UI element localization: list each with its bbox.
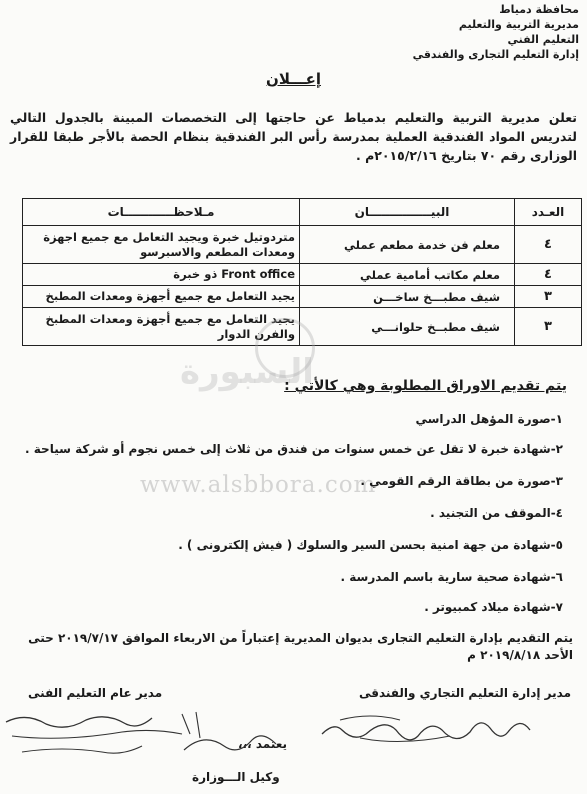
general-director-title: مدير عام التعليم الفنى bbox=[28, 686, 163, 700]
requirement-item: ٤-الموقف من التجنيد . bbox=[430, 506, 563, 520]
table-header-row bbox=[23, 199, 582, 226]
requirement-item: ٧-شهادة ميلاد كمبيوتر . bbox=[424, 600, 563, 614]
notes-cell: متردوتيل خبرة ويجيد التعامل مع جميع اجهزة ومعدات المطعم والاسبرسو bbox=[23, 226, 300, 264]
count-cell: ٤ bbox=[515, 264, 582, 286]
statement-cell: معلم فن خدمة مطعم عملي bbox=[300, 226, 515, 264]
table-row bbox=[23, 286, 582, 308]
approval-label: يعتمد ،،، bbox=[238, 737, 288, 751]
department-line: إدارة التعليم التجارى والفندقي bbox=[412, 48, 579, 61]
approval-signature bbox=[180, 730, 280, 756]
intro-paragraph: تعلن مديرية التربية والتعليم بدمياط عن حاجتها إلى التخصصات المبينة بالجدول التالي لتدريس المواد الفندقية العملية بمدرسة رأس البر الفندقية بنظام الحصة بالأجر طبقا للقرار الوزارى رقم ٧٠ بتاريخ ٢٠١٥/٢/١٦م . bbox=[10, 110, 577, 163]
requirement-item: ٢-شهادة خبرة لا تقل عن خمس سنوات من فندق من ثلاث إلى خمس نجوم أو شركة سياحة . bbox=[25, 442, 563, 456]
issuer-header bbox=[389, 2, 579, 62]
governorate-line: محافظة دمياط bbox=[499, 3, 579, 16]
notes-cell: يجيد التعامل مع جميع أجهزة ومعدات المطبخ والفرن الدوار bbox=[23, 308, 300, 346]
count-header: العـدد bbox=[515, 199, 582, 226]
watermark-url: www.alsbbora.com bbox=[140, 472, 377, 498]
requirements-title: يتم تقديم الاوراق المطلوبة وهي كالأتي : bbox=[284, 378, 567, 394]
watermark-arabic: السبورة bbox=[180, 352, 314, 392]
announcement-title: إعـــلان bbox=[266, 70, 321, 88]
statement-cell: شيف مطبــخ حلوانـــي bbox=[300, 308, 515, 346]
table-row bbox=[23, 226, 582, 264]
requirement-item: ٥-شهادة من جهة امنية بحسن السير والسلوك ( فيش إلكترونى ) . bbox=[178, 538, 563, 552]
count-cell: ٣ bbox=[515, 286, 582, 308]
directorate-line: مديرية التربية والتعليم bbox=[458, 18, 579, 31]
count-cell: ٤ bbox=[515, 226, 582, 264]
statement-cell: شيف مطبـــخ ساخـــن bbox=[300, 286, 515, 308]
notes-cell: يجيد التعامل مع جميع أجهزة ومعدات المطبخ bbox=[23, 286, 300, 308]
deputy-minister-title: وكيل الـــوزارة bbox=[192, 770, 280, 784]
notes-cell: Front office ذو خبرة bbox=[23, 264, 300, 286]
statement-cell: معلم مكاتب أمامية عملي bbox=[300, 264, 515, 286]
dept-director-title: مدير إدارة التعليم التجاري والفندقى bbox=[358, 686, 571, 700]
requirement-item: ٣-صورة من بطاقة الرقم القومي . bbox=[360, 474, 563, 488]
count-cell: ٣ bbox=[515, 308, 582, 346]
notes-header: مـلاحظــــــــــــات bbox=[23, 199, 300, 226]
table-row bbox=[23, 264, 582, 286]
submission-deadline: يتم التقديم بإدارة التعليم التجارى بديوان المديرية إعتباراً من الاربعاء الموافق ٢٠١٩/٧/١٧ حتى الأحد ٢٠١٩/٨/١٨ م bbox=[28, 631, 573, 662]
statement-header: البيـــــــــــــــان bbox=[300, 199, 515, 226]
dept-director-signature bbox=[300, 700, 540, 750]
requirement-item: ٦-شهادة صحية سارية باسم المدرسة . bbox=[340, 570, 563, 584]
requirement-item: ١-صورة المؤهل الدراسي bbox=[415, 412, 563, 426]
sector-line: التعليم الفني bbox=[507, 33, 579, 46]
